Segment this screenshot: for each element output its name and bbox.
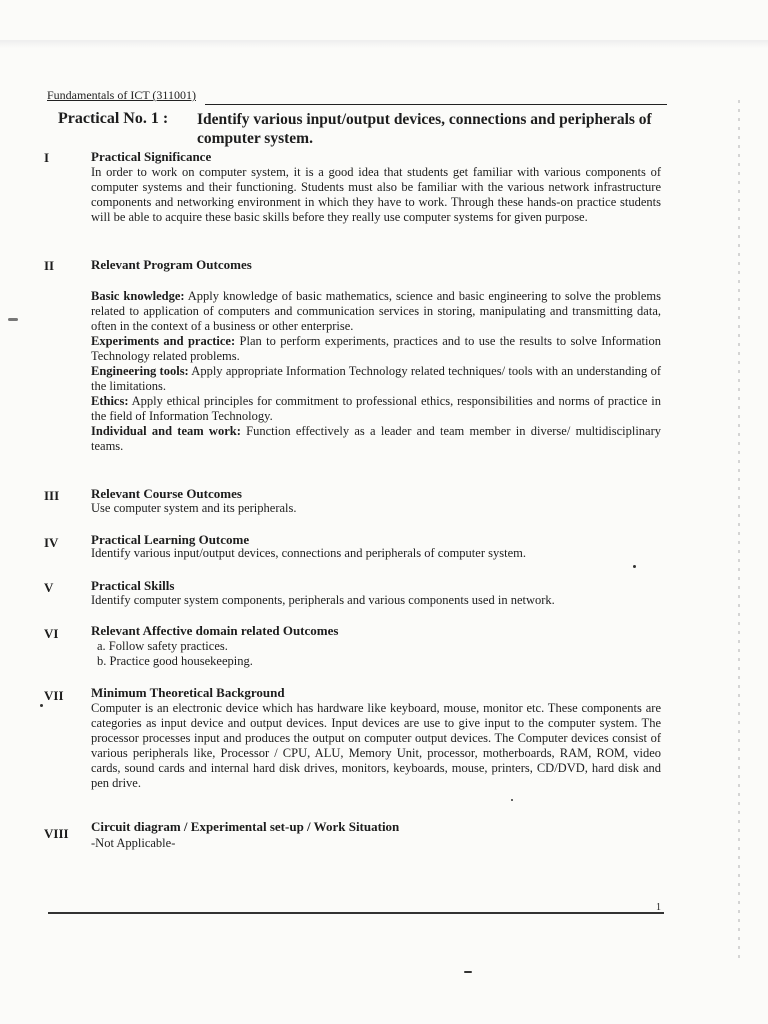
scan-right-edge xyxy=(738,100,740,960)
practical-number: Practical No. 1 : xyxy=(58,110,169,127)
outcome-item: Basic knowledge: Apply knowledge of basic mathematics, science and basic engineering to solve the problems related to application of computers and communication services in storing, manipulating and transmitting data, often in the context of a business or other enterprise. xyxy=(91,289,661,333)
section-number-1: I xyxy=(44,150,50,165)
affective-outcomes-list xyxy=(97,639,253,669)
outcome-item: Ethics: Apply ethical principles for commitment to professional ethics, responsibilities and norms of practice in the field of Information Technology. xyxy=(91,394,661,423)
scan-speck xyxy=(8,318,18,321)
scan-speck xyxy=(511,799,513,801)
section-heading-6: Relevant Affective domain related Outcomes xyxy=(91,623,339,638)
section-heading-3: Relevant Course Outcomes xyxy=(91,486,242,501)
section-heading-5: Practical Skills xyxy=(91,578,175,593)
section-heading-2: Relevant Program Outcomes xyxy=(91,257,252,272)
section-number-4: IV xyxy=(44,535,59,550)
section-heading-7: Minimum Theoretical Background xyxy=(91,685,285,700)
section-number-6: VI xyxy=(44,626,59,641)
section-body-3: Use computer system and its peripherals. xyxy=(91,501,297,515)
program-outcomes xyxy=(91,289,661,454)
section-heading-1: Practical Significance xyxy=(91,149,212,164)
list-item: b. Practice good housekeeping. xyxy=(97,654,253,668)
section-number-3: III xyxy=(44,488,60,503)
scan-speck xyxy=(633,565,636,568)
outcome-item: Individual and team work: Function effectively as a leader and team member in diverse/ multidisciplinary teams. xyxy=(91,424,661,453)
section-number-7: VII xyxy=(44,688,64,703)
section-body-4: Identify various input/output devices, connections and peripherals of computer system. xyxy=(91,546,526,560)
scan-speck xyxy=(40,704,43,707)
outcome-item: Experiments and practice: Plan to perform experiments, practices and to use the results to solve Information Technology related problems. xyxy=(91,334,661,363)
scan-top-edge xyxy=(0,40,768,48)
section-number-5: V xyxy=(44,580,54,595)
section-body-8: -Not Applicable- xyxy=(91,836,176,850)
section-body-7: Computer is an electronic device which has hardware like keyboard, mouse, monitor etc. These components are categories as input device and output devices. Input devices are use to give input to the computer system. The processor processes input and produces the output on computer output devices. The Computer devices consist of various peripherals like, Processor / CPU, ALU, Memory Unit, processor, motherboards, RAM, ROM, video cards, sound cards and internal hard disk drives, monitors, keyboards, mouse, printers, CD/DVD, hard disk and pen drive. xyxy=(91,701,661,790)
section-heading-4: Practical Learning Outcome xyxy=(91,532,250,547)
list-item: a. Follow safety practices. xyxy=(97,639,228,653)
scan-speck xyxy=(464,971,472,973)
outcome-item: Engineering tools: Apply appropriate Information Technology related techniques/ tools with an understanding of the limitations. xyxy=(91,364,661,393)
section-body-1: In order to work on computer system, it is a good idea that students get familiar with various components of computer systems and their functioning. Students must also be familiar with the various network infrastructure components and networking environment in which they have to work. Through these hands-on practice students will be able to acquire these basic skills before they really use computer systems for given purpose. xyxy=(91,165,661,224)
footer-rule xyxy=(48,912,664,914)
course-header: Fundamentals of ICT (311001) xyxy=(47,88,196,102)
practical-aim: Identify various input/output devices, connections and peripherals of computer system. xyxy=(197,111,652,147)
page-number: 1 xyxy=(656,902,661,913)
section-body-5: Identify computer system components, peripherals and various components used in network. xyxy=(91,593,555,607)
header-rule xyxy=(205,104,667,105)
section-heading-8: Circuit diagram / Experimental set-up / Work Situation xyxy=(91,819,400,834)
section-number-8: VIII xyxy=(44,826,69,841)
section-number-2: II xyxy=(44,258,55,273)
